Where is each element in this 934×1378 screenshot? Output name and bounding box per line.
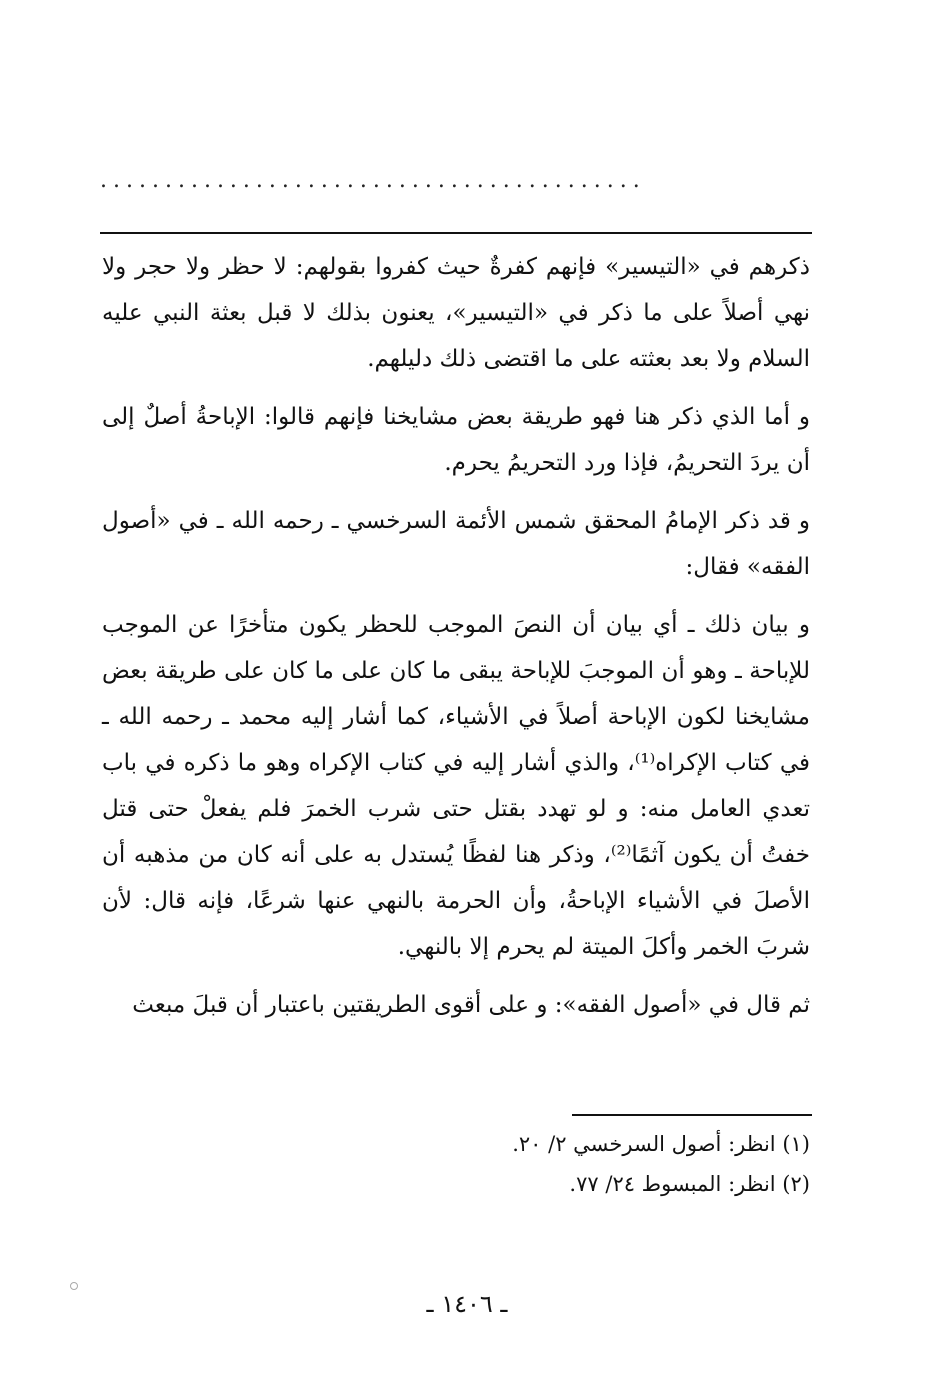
paragraph-3: و قد ذكر الإمامُ المحقق شمس الأئمة السرخسي ـ رحمه الله ـ في «أصول الفقه» فقال: [102,508,810,580]
header-rule [100,232,812,234]
scan-mark [70,1282,78,1290]
footnote-2: (٢) انظر: المبسوط ٢٤/ ٧٧. [569,1172,810,1196]
paragraph-4: و بيان ذلك ـ أي بيان أن النصَ الموجب للحظر يكون متأخرًا عن الموجب للإباحة ـ وهو أن الموجبَ للإباحة يبقى ما كان على ما كان على طريقة بعض مشايخنا لكون الإباحة أصلاً في الأشياء، كما أشار إليه محمد ـ رحمه الله ـ في كتاب الإكراه⁽¹⁾، والذي أشار إليه في كتاب الإكراه وهو ما ذكره في باب تعدي العامل منه: و لو تهدد بقتل حتى شرب الخمرَ فلم يفعلْ حتى قتل خفتُ أن يكون آثمًا⁽²⁾، وذكر هنا لفظًا يُستدل به على أنه كان من مذهبه أن الأصلَ في الأشياء الإباحةُ، وأن الحرمة بالنهي عنها شرعًا، فإنه قال: لأن شربَ الخمر وأكلَ الميتة لم يحرم إلا بالنهي. [102,612,810,960]
page-number: ـ ١٤٠٦ ـ [426,1290,508,1318]
body-text [102,244,810,1028]
dotted-separator: .......................................... [100,168,646,193]
footnotes [102,1124,810,1204]
paragraph-5: ثم قال في «أصول الفقه»: و على أقوى الطريقتين باعتبار أن قبلَ مبعث [132,992,810,1018]
paragraph-1: ذكرهم في «التيسير» فإنهم كفرةٌ حيث كفروا بقولهم: لا حظر ولا حجر ولا نهي أصلاً على ما ذكر في «التيسير»، يعنون بذلك لا قبل بعثة النبي عليه السلام ولا بعد بعثته على ما اقتضى ذلك دليلهم. [102,254,810,372]
paragraph-2: و أما الذي ذكر هنا فهو طريقة بعض مشايخنا فإنهم قالوا: الإباحةُ أصلٌ إلى أن يردَ التحريمُ، فإذا ورد التحريمُ يحرم. [102,404,810,476]
footnote-rule [572,1114,812,1116]
footnote-1: (١) انظر: أصول السرخسي ٢/ ٢٠. [512,1132,810,1156]
